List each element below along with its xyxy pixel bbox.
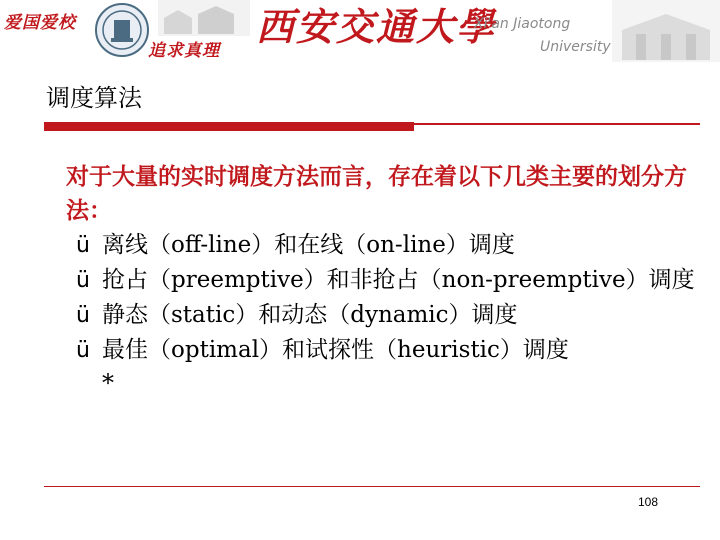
motto-bottom: 追求真理: [148, 41, 220, 61]
page-number: 108: [638, 495, 659, 509]
list-item: [66, 228, 706, 263]
slide-title: 调度算法: [46, 84, 142, 112]
header-banner: [0, 0, 720, 62]
gate-building-icon: [612, 0, 720, 62]
list-item-text: 最佳（optimal）和试探性（heuristic）调度: [102, 337, 569, 363]
campus-building-icon: [158, 0, 250, 36]
checkmark-icon: ü: [76, 268, 90, 293]
list-item: [66, 263, 706, 298]
list-item: [66, 333, 706, 368]
bullet-list: [66, 228, 706, 368]
motto-top: 爱国爱校: [4, 13, 76, 33]
title-divider-accent: [44, 122, 414, 131]
university-name-cn: 西安交通大學: [256, 4, 497, 49]
university-emblem-icon: [94, 2, 150, 58]
lead-text: 对于大量的实时调度方法而言，存在着以下几类主要的划分方法：: [66, 163, 687, 224]
checkmark-icon: ü: [76, 233, 90, 258]
list-item-text: 静态（static）和动态（dynamic）调度: [102, 302, 518, 328]
university-name-en-line2: University: [540, 39, 611, 55]
trailing-mark: *: [102, 369, 114, 397]
list-item-text: 抢占（preemptive）和非抢占（non-preemptive）调度: [102, 267, 695, 293]
list-item-text: 离线（off-line）和在线（on-line）调度: [102, 232, 515, 258]
checkmark-icon: ü: [76, 338, 90, 363]
list-item: [66, 298, 706, 333]
slide-content: [66, 160, 706, 398]
university-name-en-line1: Xi'an Jiaotong: [474, 16, 571, 32]
footer-divider: [44, 486, 700, 487]
checkmark-icon: ü: [76, 303, 90, 328]
